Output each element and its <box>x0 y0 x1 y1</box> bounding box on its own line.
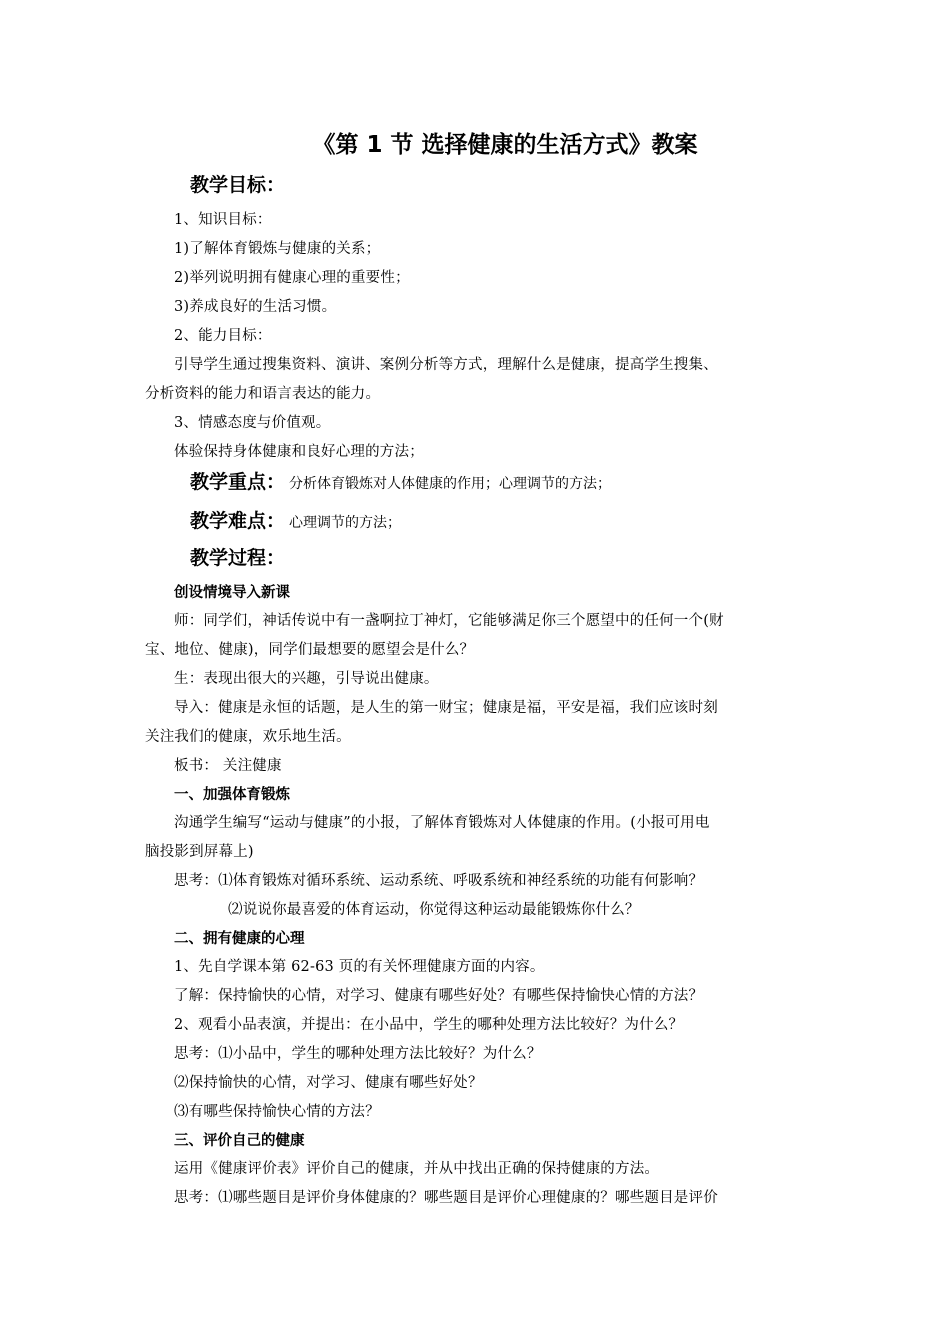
difficult-points-row <box>190 506 401 533</box>
goal-line: 3、情感态度与价值观。 <box>174 415 331 431</box>
section3-heading: 三、评价自己的健康 <box>174 1133 305 1149</box>
difficult-points-text: 心理调节的方法； <box>289 515 402 531</box>
intro-line: 板书： 关注健康 <box>174 758 282 774</box>
section1-line: 脑投影到屏幕上) <box>145 844 254 860</box>
section2-heading: 二、拥有健康的心理 <box>174 931 305 947</box>
section1-heading: 一、加强体育锻炼 <box>174 787 290 803</box>
section3-line: 运用《健康评价表》评价自己的健康，并从中找出正确的保持健康的方法。 <box>174 1161 660 1177</box>
intro-heading: 创设情境导入新课 <box>174 585 290 601</box>
section3-line: 思考：⑴哪些题目是评价身体健康的？哪些题目是评价心理健康的？哪些题目是评价 <box>174 1190 718 1206</box>
intro-line: 生：表现出很大的兴趣，引导说出健康。 <box>174 671 439 687</box>
teaching-process-heading: 教学过程： <box>190 547 286 569</box>
goal-line: 体验保持身体健康和良好心理的方法； <box>174 444 424 460</box>
document-title: 《第 1 节 选择健康的生活方式》教案 <box>312 132 698 158</box>
goal-line: 3)养成良好的生活习惯。 <box>174 299 337 315</box>
difficult-points-heading: 教学难点： <box>190 510 286 532</box>
key-points-text: 分析体育锻炼对人体健康的作用；心理调节的方法； <box>289 476 612 492</box>
key-points-row <box>190 467 611 494</box>
section2-line: ⑵保持愉快的心情，对学习、健康有哪些好处？ <box>174 1075 483 1091</box>
intro-line: 师：同学们，神话传说中有一盏啊拉丁神灯，它能够满足你三个愿望中的任何一个(财 <box>174 613 724 629</box>
goal-line: 分析资料的能力和语言表达的能力。 <box>145 386 381 402</box>
goal-line: 1、知识目标： <box>174 212 272 228</box>
goal-line: 2、能力目标： <box>174 328 272 344</box>
section2-line: 思考：⑴小品中，学生的哪种处理方法比较好？为什么？ <box>174 1046 542 1062</box>
goal-line: 2)举列说明拥有健康心理的重要性； <box>174 270 410 286</box>
section1-line: ⑵说说你最喜爱的体育运动，你觉得这种运动最能锻炼你什么？ <box>228 902 640 918</box>
intro-line: 导入：健康是永恒的话题，是人生的第一财宝；健康是福，平安是福，我们应该时刻 <box>174 700 718 716</box>
section2-line: 1、先自学课本第 62-63 页的有关怀理健康方面的内容。 <box>174 959 545 975</box>
intro-line: 关注我们的健康，欢乐地生活。 <box>145 729 351 745</box>
section2-line: 了解：保持愉快的心情，对学习、健康有哪些好处？有哪些保持愉快心情的方法？ <box>174 988 704 1004</box>
intro-line: 宝、地位、健康)，同学们最想要的愿望会是什么？ <box>145 642 475 658</box>
teaching-goals-heading: 教学目标： <box>190 174 286 196</box>
section1-line: 沟通学生编写“运动与健康”的小报，了解体育锻炼对人体健康的作用。(小报可用电 <box>174 815 710 831</box>
key-points-heading: 教学重点： <box>190 471 286 493</box>
section2-line: 2、观看小品表演，并提出：在小品中，学生的哪种处理方法比较好？为什么？ <box>174 1017 684 1033</box>
section2-line: ⑶有哪些保持愉快心情的方法？ <box>174 1104 380 1120</box>
goal-line: 1)了解体育锻炼与健康的关系； <box>174 241 381 257</box>
section1-line: 思考：⑴体育锻炼对循环系统、运动系统、呼吸系统和神经系统的功能有何影响？ <box>174 873 704 889</box>
goal-line: 引导学生通过搜集资料、演讲、案例分析等方式，理解什么是健康，提高学生搜集、 <box>174 357 718 373</box>
